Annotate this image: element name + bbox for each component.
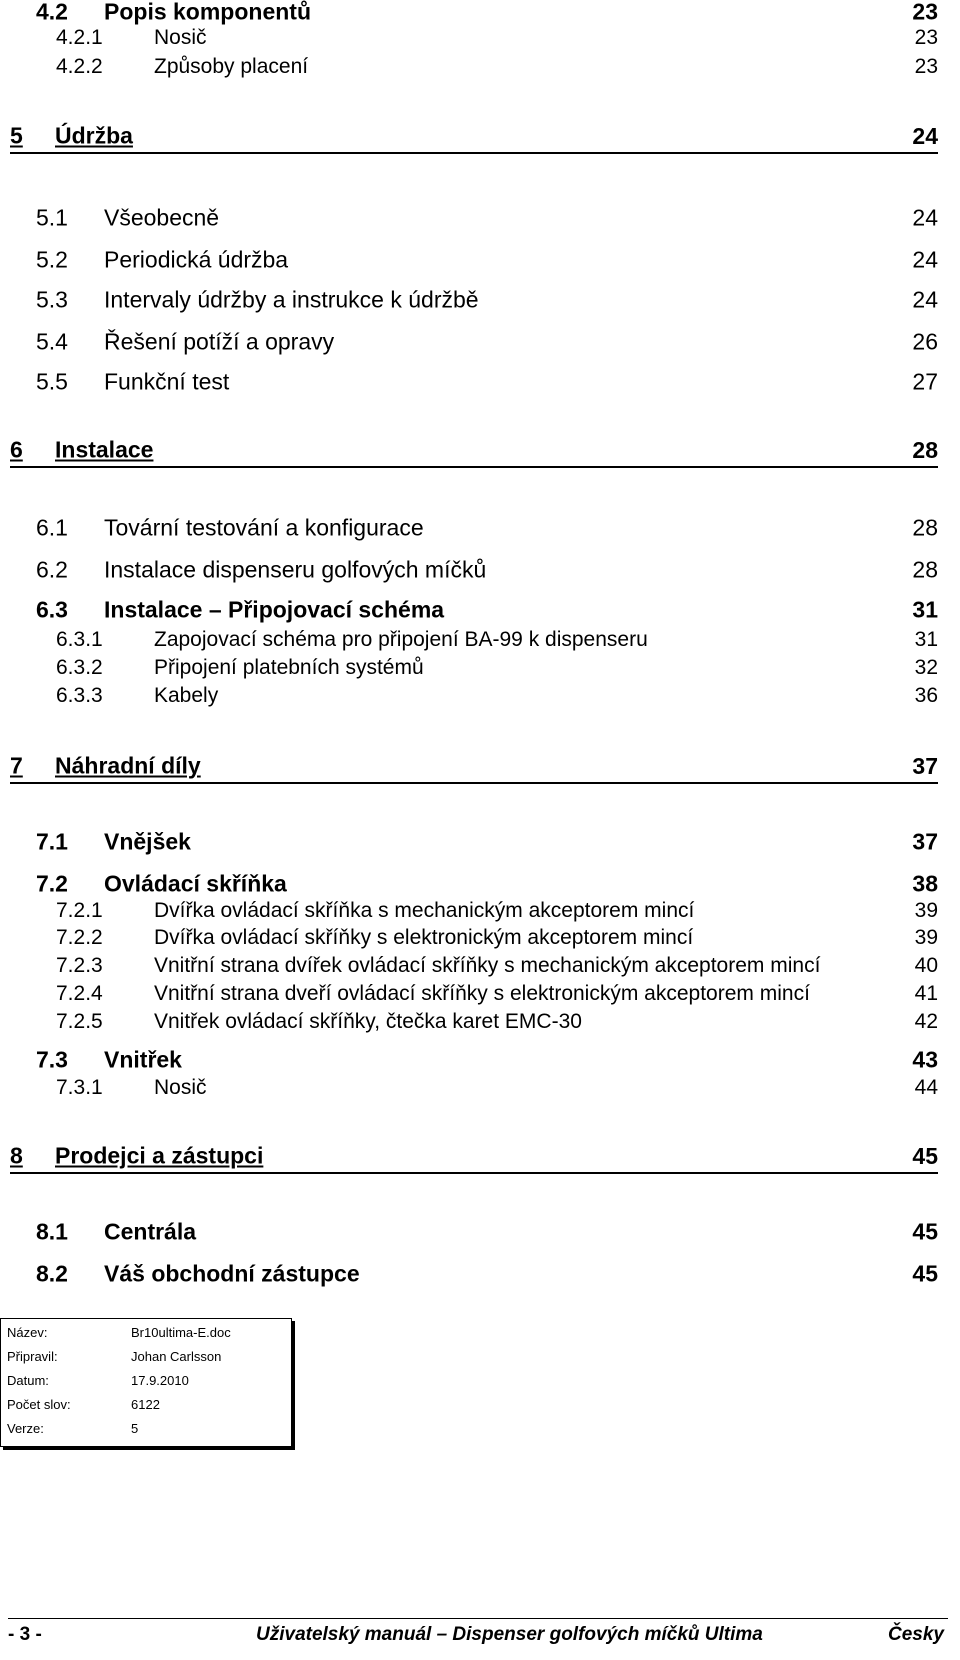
toc-entry[interactable]: [56, 1002, 938, 1042]
toc-title: Údržba: [55, 122, 133, 149]
toc-number: 4.2.2: [56, 55, 103, 78]
toc-page: 28: [912, 556, 938, 583]
toc-number: 8: [10, 1142, 23, 1169]
toc-number: 7.3.1: [56, 1076, 103, 1099]
doc-info-row: [7, 1345, 287, 1369]
toc-title: Vnitřek ovládací skříňky, čtečka karet EMC-30: [154, 1010, 582, 1033]
toc-entry-chapter[interactable]: [10, 1140, 938, 1174]
toc-number: 6.3.3: [56, 684, 103, 707]
doc-info-row: [7, 1393, 287, 1417]
toc-entry[interactable]: [56, 676, 938, 716]
toc-number: 7.2: [36, 870, 68, 897]
doc-info-label: Počet slov:: [7, 1397, 71, 1412]
toc-number: 7.2.2: [56, 926, 103, 949]
toc-number: 7.2.4: [56, 982, 103, 1005]
toc-page: 38: [912, 870, 938, 897]
doc-info-label: Název:: [7, 1325, 48, 1340]
toc-title: Instalace: [55, 436, 154, 463]
toc-page: 44: [914, 1076, 938, 1099]
toc-title: Vnějšek: [104, 828, 191, 855]
toc-number: 5: [10, 122, 23, 149]
toc-entry[interactable]: [36, 1254, 938, 1294]
doc-info-value: 6122: [131, 1397, 160, 1412]
doc-info-value: 5: [131, 1421, 139, 1436]
toc-number: 5.2: [36, 246, 68, 273]
toc-title: Funkční test: [104, 368, 230, 395]
doc-info-label: Verze:: [7, 1421, 44, 1436]
toc-title: Dvířka ovládací skříňky s elektronickým akceptorem mincí: [154, 926, 694, 949]
toc-entry[interactable]: [36, 322, 938, 362]
toc-entry[interactable]: [36, 240, 938, 280]
toc-page: 40: [914, 954, 938, 977]
toc-number: 4.2: [36, 0, 68, 25]
toc-title: Způsoby placení: [154, 55, 309, 78]
toc-page: 37: [912, 828, 938, 855]
toc-title: Popis komponentů: [104, 0, 311, 25]
toc-title: Všeobecně: [104, 204, 220, 231]
toc-entry[interactable]: [36, 822, 938, 862]
doc-info-value: 17.9.2010: [131, 1373, 189, 1388]
toc-page: 45: [912, 1218, 938, 1245]
toc-page: 43: [912, 1046, 938, 1073]
toc-page: 26: [912, 328, 938, 355]
toc-page: 45: [912, 1143, 938, 1169]
toc-page: 24: [912, 204, 938, 231]
toc-entry[interactable]: [56, 1068, 938, 1108]
toc-entry[interactable]: [36, 1212, 938, 1252]
toc-entry[interactable]: [36, 508, 938, 548]
toc-number: 6.1: [36, 514, 68, 541]
doc-info-label: Datum:: [7, 1373, 49, 1388]
toc-number: 7.1: [36, 828, 68, 855]
toc-page: 36: [914, 684, 938, 707]
toc-entry[interactable]: [36, 362, 938, 402]
toc-title: Instalace – Připojovací schéma: [104, 596, 445, 623]
toc-title: Intervaly údržby a instrukce k údržbě: [104, 286, 479, 313]
toc-page: 39: [914, 899, 938, 922]
toc-title: Kabely: [154, 684, 219, 707]
toc-entry[interactable]: [36, 550, 938, 590]
toc-page: 23: [912, 0, 938, 25]
toc-page: 37: [912, 753, 938, 779]
footer-title: Uživatelský manuál – Dispenser golfových míčků Ultima: [256, 1624, 763, 1645]
toc-number: 6.2: [36, 556, 68, 583]
footer-divider: [8, 1618, 948, 1619]
toc-page: 24: [912, 123, 938, 149]
toc-page: 31: [912, 596, 938, 623]
doc-info-row: [7, 1369, 287, 1393]
toc-page: 32: [914, 656, 938, 679]
toc-title: Ovládací skříňka: [104, 870, 287, 897]
toc-title: Centrála: [104, 1218, 197, 1245]
toc-page: 39: [914, 926, 938, 949]
toc-title: Zapojovací schéma pro připojení BA-99 k dispenseru: [154, 628, 648, 651]
toc-number: 5.1: [36, 204, 68, 231]
toc-page: 24: [912, 246, 938, 273]
toc-title: Nosič: [154, 26, 207, 49]
toc-title: Váš obchodní zástupce: [104, 1260, 360, 1287]
toc-title: Řešení potíží a opravy: [104, 328, 335, 355]
toc-title: Dvířka ovládací skříňka s mechanickým akceptorem mincí: [154, 899, 695, 922]
toc-number: 5.4: [36, 328, 68, 355]
toc-page: 23: [914, 55, 938, 78]
toc-title: Připojení platebních systémů: [154, 656, 424, 679]
toc-entry-chapter[interactable]: [10, 120, 938, 154]
toc-title: Instalace dispenseru golfových míčků: [104, 556, 487, 583]
doc-info-value: Br10ultima-E.doc: [131, 1325, 231, 1340]
doc-info-row: [7, 1321, 287, 1345]
toc-entry-chapter[interactable]: [10, 750, 938, 784]
toc-number: 7.2.5: [56, 1010, 103, 1033]
toc-title: Tovární testování a konfigurace: [104, 514, 424, 541]
toc-title: Vnitřní strana dveří ovládací skříňky s elektronickým akceptorem mincí: [154, 982, 810, 1005]
toc-title: Periodická údržba: [104, 246, 289, 273]
toc-number: 6: [10, 436, 23, 463]
toc-page: 41: [914, 982, 938, 1005]
footer-page-number: - 3 -: [8, 1624, 42, 1645]
toc-entry-chapter[interactable]: [10, 434, 938, 468]
toc-number: 7.3: [36, 1046, 68, 1073]
toc-title: Náhradní díly: [55, 752, 201, 779]
doc-info-label: Připravil:: [7, 1349, 58, 1364]
toc-number: 6.3.2: [56, 656, 103, 679]
toc-number: 8.1: [36, 1218, 68, 1245]
toc-number: 7.2.1: [56, 899, 103, 922]
toc-number: 6.3: [36, 596, 68, 623]
toc-page: 31: [914, 628, 938, 651]
doc-info-row: [7, 1417, 287, 1441]
doc-info-value: Johan Carlsson: [131, 1349, 222, 1364]
toc-page: 24: [912, 286, 938, 313]
toc-number: 7: [10, 752, 23, 779]
toc-entry[interactable]: [56, 47, 938, 87]
toc-number: 5.5: [36, 368, 68, 395]
toc-number: 5.3: [36, 286, 68, 313]
toc-title: Vnitřní strana dvířek ovládací skříňky s mechanickým akceptorem mincí: [154, 954, 821, 977]
toc-page: 28: [912, 437, 938, 463]
toc-number: 8.2: [36, 1260, 68, 1287]
toc-title: Nosič: [154, 1076, 207, 1099]
toc-page: 23: [914, 26, 938, 49]
document-info-box: [0, 1318, 292, 1447]
toc-title: Vnitřek: [104, 1046, 182, 1073]
toc-page: 42: [914, 1010, 938, 1033]
toc-number: 7.2.3: [56, 954, 103, 977]
toc-entry[interactable]: [36, 198, 938, 238]
toc-entry[interactable]: [36, 280, 938, 320]
toc-title: Prodejci a zástupci: [55, 1142, 264, 1169]
toc-page: 45: [912, 1260, 938, 1287]
toc-page: 28: [912, 514, 938, 541]
toc-page: 27: [912, 368, 938, 395]
footer-language: Česky: [888, 1624, 944, 1645]
toc-number: 4.2.1: [56, 26, 103, 49]
toc-number: 6.3.1: [56, 628, 103, 651]
